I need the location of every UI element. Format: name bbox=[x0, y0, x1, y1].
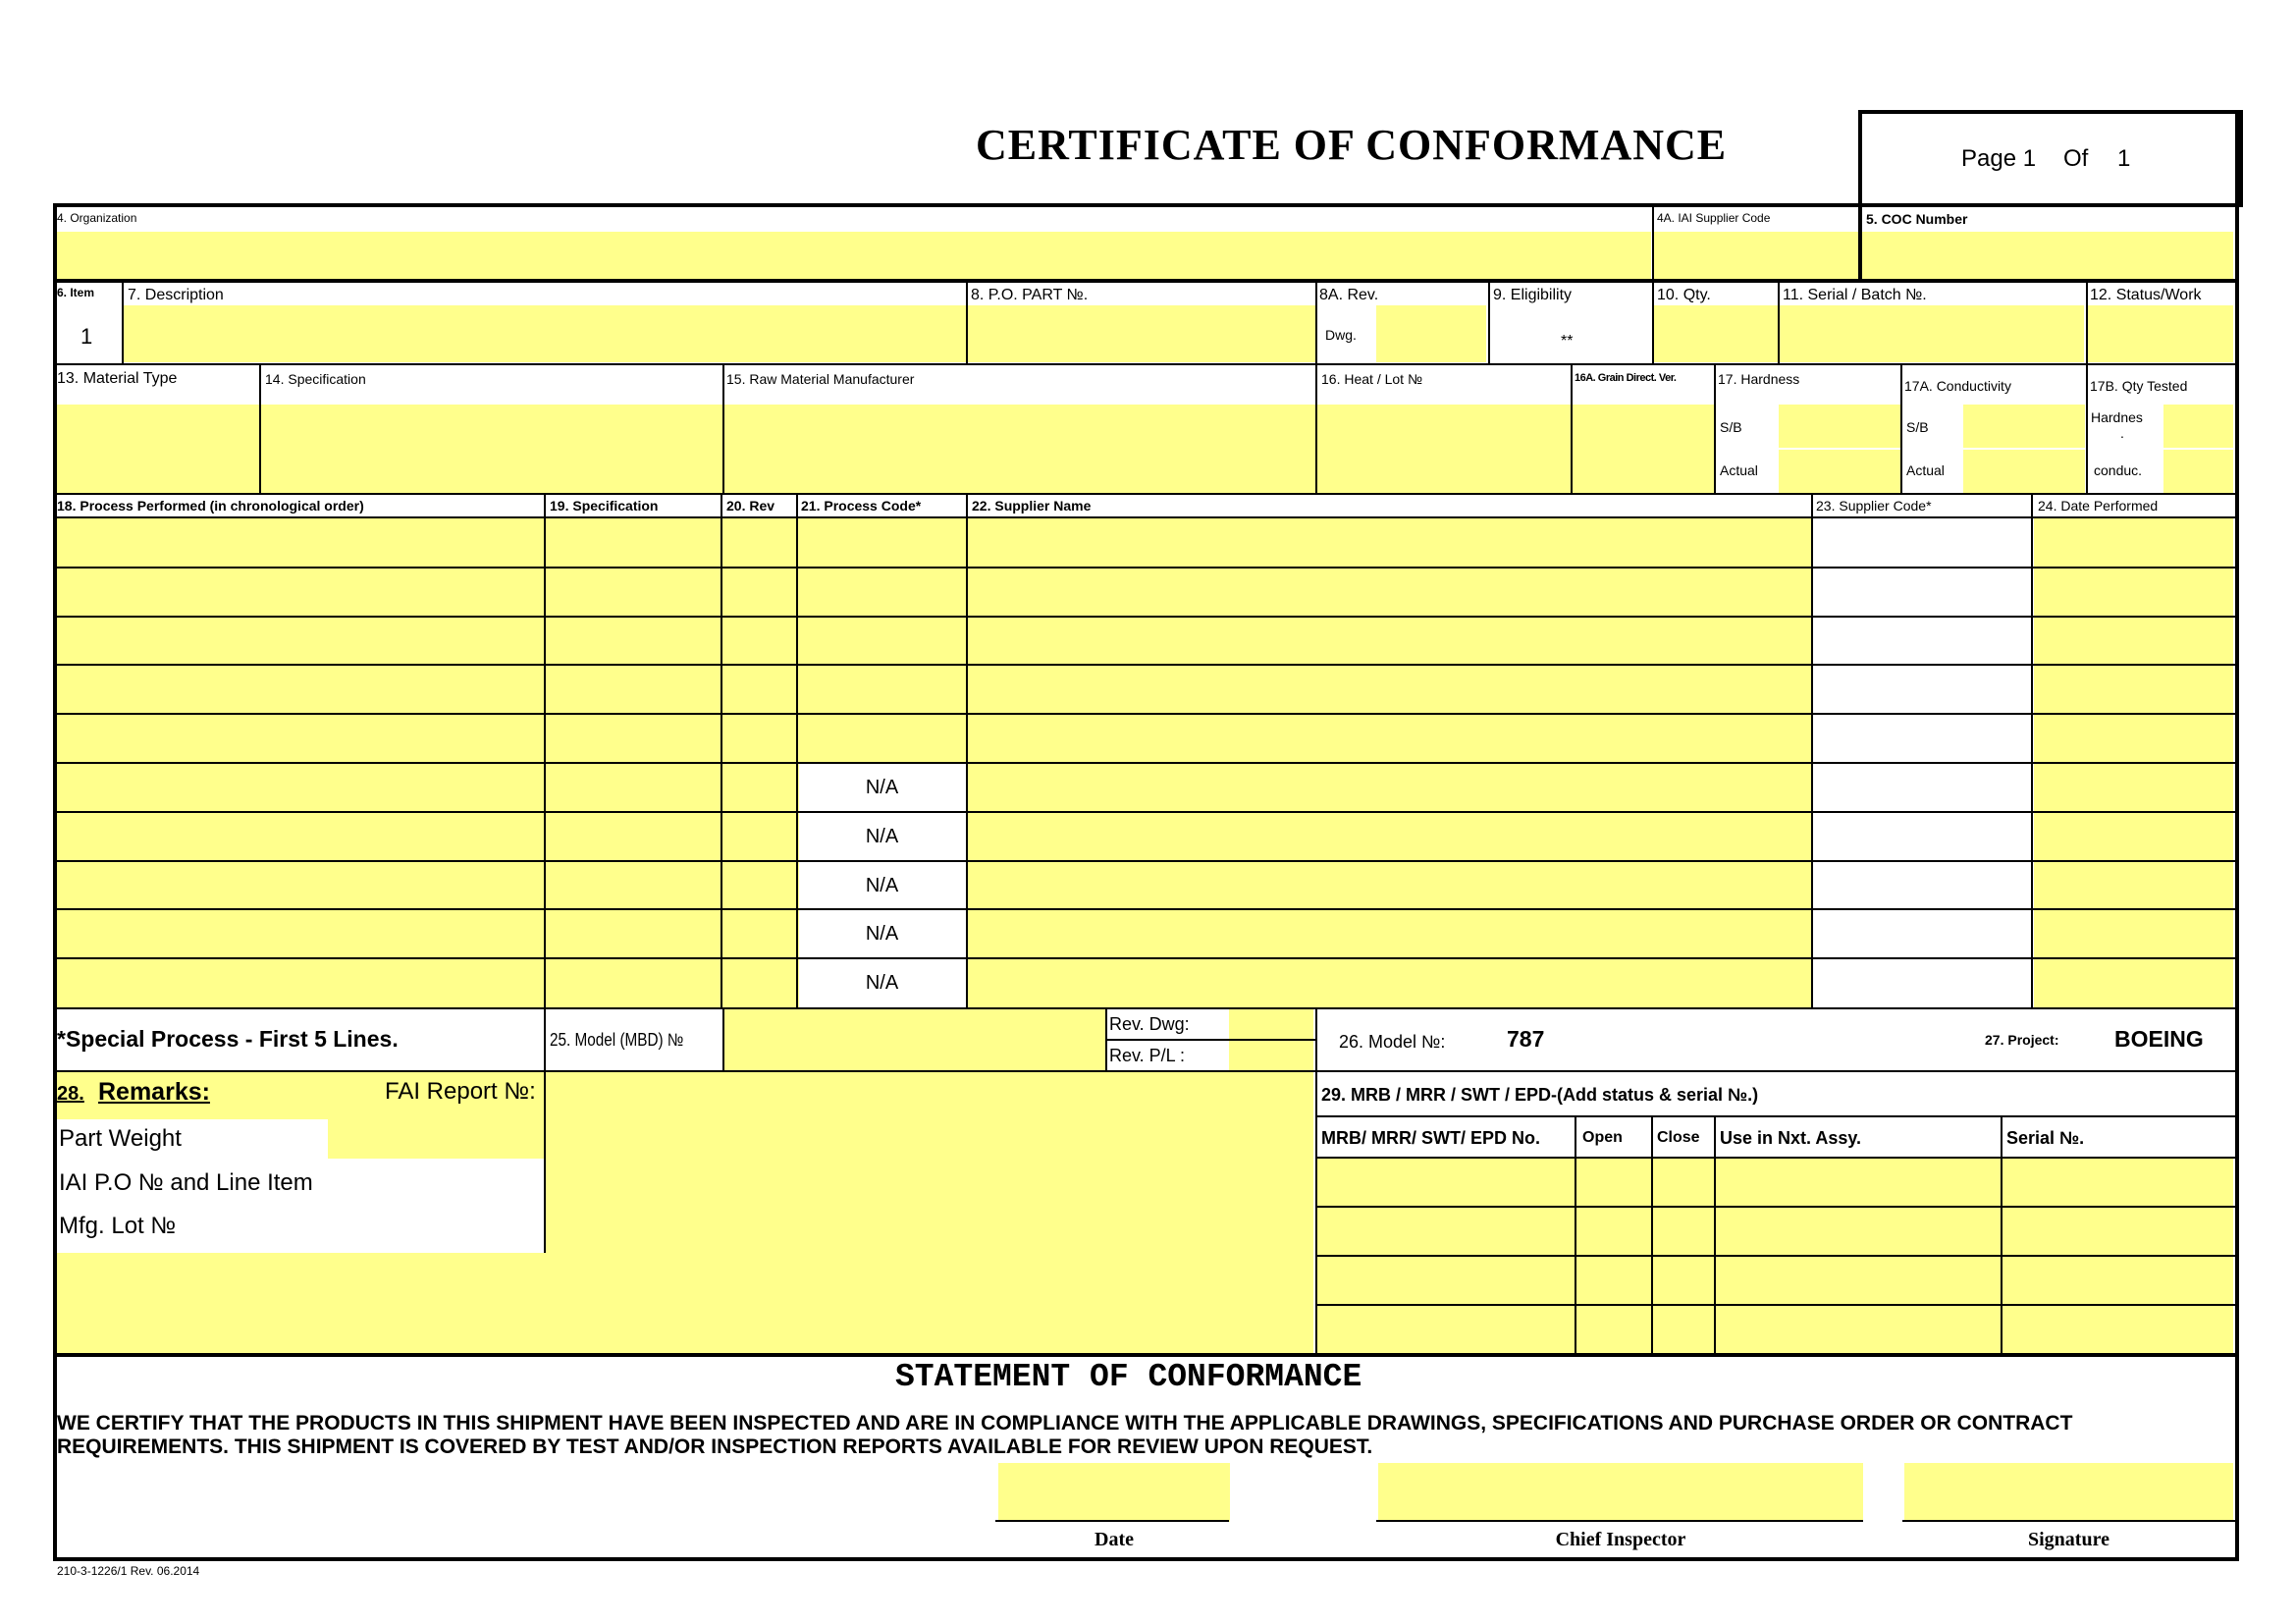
process-code-cell[interactable]: N/A bbox=[865, 972, 899, 994]
process-header-rev: 20. Rev bbox=[726, 498, 775, 514]
hardness-label: 17. Hardness bbox=[1718, 371, 1800, 387]
page-title: CERTIFICATE OF CONFORMANCE bbox=[976, 121, 1728, 169]
mrb-header-serial: Serial №. bbox=[2006, 1128, 2085, 1148]
rev-label: 8A. Rev. bbox=[1319, 287, 1379, 303]
model-no-value: 787 bbox=[1507, 1026, 1545, 1052]
specification-label: 14. Specification bbox=[265, 371, 366, 387]
mrb-header-use: Use in Nxt. Assy. bbox=[1720, 1128, 1862, 1148]
form-revision-footer: 210-3-1226/1 Rev. 06.2014 bbox=[57, 1564, 200, 1578]
item-label: 6. Item bbox=[57, 286, 95, 299]
grain-label: 16A. Grain Direct. Ver. bbox=[1575, 372, 1677, 384]
project-value: BOEING bbox=[2114, 1026, 2204, 1052]
po-part-field[interactable] bbox=[968, 305, 1317, 362]
hardnes-dot: . bbox=[2120, 425, 2124, 441]
organization-field[interactable] bbox=[55, 232, 1651, 279]
heat-lot-field[interactable] bbox=[1317, 405, 1571, 493]
remarks-number: 28. bbox=[57, 1083, 84, 1105]
organization-label: 4. Organization bbox=[57, 211, 137, 225]
qty-tested-hardnes-field[interactable] bbox=[2163, 405, 2233, 448]
hardness-sb-label: S/B bbox=[1720, 419, 1742, 435]
material-type-label: 13. Material Type bbox=[57, 370, 178, 387]
date-field[interactable] bbox=[998, 1463, 1230, 1522]
conductivity-label: 17A. Conductivity bbox=[1904, 378, 2011, 394]
conductivity-actual-label: Actual bbox=[1906, 462, 1945, 478]
iai-po-label: IAI P.O № and Line Item bbox=[59, 1169, 313, 1196]
process-code-cell[interactable]: N/A bbox=[865, 923, 899, 945]
serial-batch-label: 11. Serial / Batch №. bbox=[1783, 287, 1927, 303]
item-value: 1 bbox=[80, 324, 93, 349]
process-code-cell[interactable]: N/A bbox=[865, 875, 899, 896]
conductivity-sb-label: S/B bbox=[1906, 419, 1929, 435]
hardnes-label: Hardnes bbox=[2091, 409, 2143, 425]
status-work-label: 12. Status/Work bbox=[2090, 287, 2202, 303]
description-field[interactable] bbox=[124, 305, 966, 362]
model-no-label: 26. Model №: bbox=[1339, 1032, 1446, 1052]
process-code-cell[interactable]: N/A bbox=[865, 826, 899, 847]
part-weight-field[interactable] bbox=[328, 1119, 546, 1159]
mrb-header-close: Close bbox=[1657, 1129, 1700, 1146]
raw-material-label: 15. Raw Material Manufacturer bbox=[726, 371, 915, 387]
process-header-specification: 19. Specification bbox=[550, 498, 659, 514]
raw-material-field[interactable] bbox=[724, 405, 1315, 493]
process-code-cell[interactable]: N/A bbox=[865, 777, 899, 798]
qty-tested-conduc-field[interactable] bbox=[2163, 450, 2233, 493]
statement-line-2: REQUIREMENTS. THIS SHIPMENT IS COVERED BY TEST AND/OR INSPECTION REPORTS AVAILABLE FOR REVIEW UPON REQUEST. bbox=[57, 1435, 1373, 1458]
rev-dwg-field[interactable] bbox=[1376, 305, 1486, 362]
heat-lot-label: 16. Heat / Lot № bbox=[1321, 371, 1422, 387]
statement-title: STATEMENT OF CONFORMANCE bbox=[895, 1359, 1362, 1395]
statement-line-1: WE CERTIFY THAT THE PRODUCTS IN THIS SHIPMENT HAVE BEEN INSPECTED AND ARE IN COMPLIANCE WITH THE APPLICABLE DRAWINGS, SPECIFICATIONS AND PURCHASE ORDER OR CONTRACT bbox=[57, 1412, 2073, 1435]
mrb-header-open: Open bbox=[1582, 1129, 1623, 1146]
dwg-label: Dwg. bbox=[1325, 327, 1357, 343]
conduc-label: conduc. bbox=[2094, 462, 2143, 478]
process-header-performed: 18. Process Performed (in chronological order) bbox=[57, 498, 364, 514]
chief-inspector-label: Chief Inspector bbox=[1555, 1529, 1686, 1550]
process-header-supplier-name: 22. Supplier Name bbox=[972, 498, 1092, 514]
part-weight-label: Part Weight bbox=[59, 1125, 182, 1152]
coc-number-field[interactable] bbox=[1861, 232, 2233, 279]
process-header-supplier-code: 23. Supplier Code* bbox=[1816, 498, 1932, 514]
supplier-code-field[interactable] bbox=[1654, 232, 1858, 279]
grain-field[interactable] bbox=[1573, 405, 1714, 493]
rev-dwg-label: Rev. Dwg: bbox=[1109, 1014, 1190, 1034]
chief-inspector-field[interactable] bbox=[1378, 1463, 1863, 1522]
conductivity-sb-field[interactable] bbox=[1963, 405, 2085, 448]
model-mbd-label: 25. Model (MBD) № bbox=[550, 1030, 684, 1050]
conductivity-actual-field[interactable] bbox=[1963, 450, 2085, 493]
coc-number-label: 5. COC Number bbox=[1866, 211, 1968, 227]
eligibility-value: ** bbox=[1561, 333, 1574, 350]
specification-field[interactable] bbox=[261, 405, 722, 493]
model-mbd-field[interactable] bbox=[724, 1009, 1107, 1070]
fai-report-label: FAI Report №: bbox=[385, 1078, 536, 1105]
eligibility-label: 9. Eligibility bbox=[1493, 287, 1573, 303]
page-total: 1 bbox=[2117, 145, 2131, 172]
qty-label: 10. Qty. bbox=[1657, 287, 1711, 303]
description-label: 7. Description bbox=[128, 287, 224, 303]
project-label: 27. Project: bbox=[1985, 1032, 2059, 1048]
page-number-box bbox=[1858, 110, 2243, 207]
hardness-sb-field[interactable] bbox=[1779, 405, 1900, 448]
process-header-code: 21. Process Code* bbox=[801, 498, 922, 514]
rev-pl-label: Rev. P/L : bbox=[1109, 1046, 1186, 1065]
qty-field[interactable] bbox=[1654, 305, 1778, 362]
page-of-label: Of bbox=[2063, 145, 2089, 172]
signature-field[interactable] bbox=[1904, 1463, 2233, 1522]
status-work-field[interactable] bbox=[2088, 305, 2233, 362]
hardness-actual-field[interactable] bbox=[1779, 450, 1900, 493]
page-label: Page 1 bbox=[1961, 145, 2037, 172]
date-label: Date bbox=[1095, 1529, 1134, 1550]
material-type-field[interactable] bbox=[55, 405, 259, 493]
signature-label: Signature bbox=[2028, 1529, 2109, 1550]
mrb-title: 29. MRB / MRR / SWT / EPD-(Add status & serial №.) bbox=[1321, 1085, 1759, 1105]
serial-batch-field[interactable] bbox=[1780, 305, 2084, 362]
mrb-header-number: MRB/ MRR/ SWT/ EPD No. bbox=[1321, 1128, 1540, 1148]
po-part-label: 8. P.O. PART №. bbox=[971, 287, 1089, 303]
qty-tested-label: 17B. Qty Tested bbox=[2090, 378, 2188, 394]
special-process-note: *Special Process - First 5 Lines. bbox=[57, 1026, 399, 1052]
hardness-actual-label: Actual bbox=[1720, 462, 1758, 478]
supplier-code-label: 4A. IAI Supplier Code bbox=[1657, 211, 1771, 225]
remarks-title: Remarks: bbox=[98, 1078, 210, 1106]
mfg-lot-label: Mfg. Lot № bbox=[59, 1213, 177, 1239]
process-header-date: 24. Date Performed bbox=[2038, 498, 2159, 514]
